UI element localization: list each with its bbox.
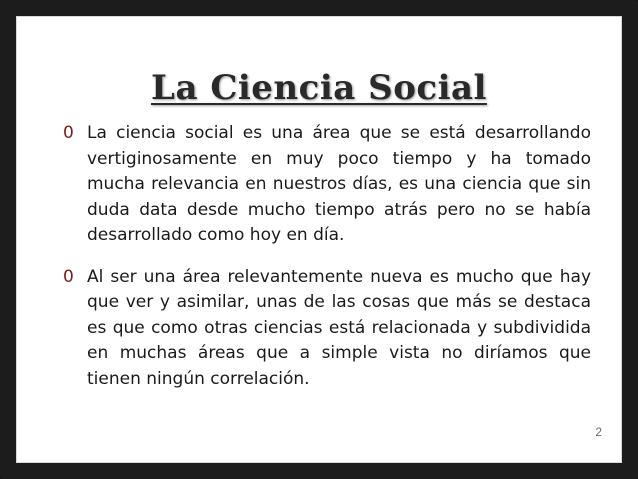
bullet-text: La ciencia social es una área que se está desarrollando vertiginosamente en muy poco tiempo y ha tomado mucha relevancia en nuestros días, es una ciencia que sin duda data desde mucho tiempo atrás pero no se había desarrollado como hoy en día. — [87, 123, 591, 245]
slide-title — [16, 68, 622, 108]
bullet-item — [63, 265, 591, 393]
slide-title-text: La Ciencia Social — [151, 68, 487, 108]
bullet-marker: 0 — [63, 123, 74, 143]
page-number: 2 — [595, 425, 602, 439]
bullet-marker: 0 — [63, 266, 74, 287]
bullet-item — [63, 121, 591, 249]
bullet-list — [63, 121, 591, 392]
bullet-text: Al ser una área relevantemente nueva es mucho que hay que ver y asimilar, unas de las cosas que más se destaca es que como otras ciencias está relacionada y subdividida en muchas áreas que a simple vista no diríamos que tienen ningún correlación. — [87, 266, 591, 389]
